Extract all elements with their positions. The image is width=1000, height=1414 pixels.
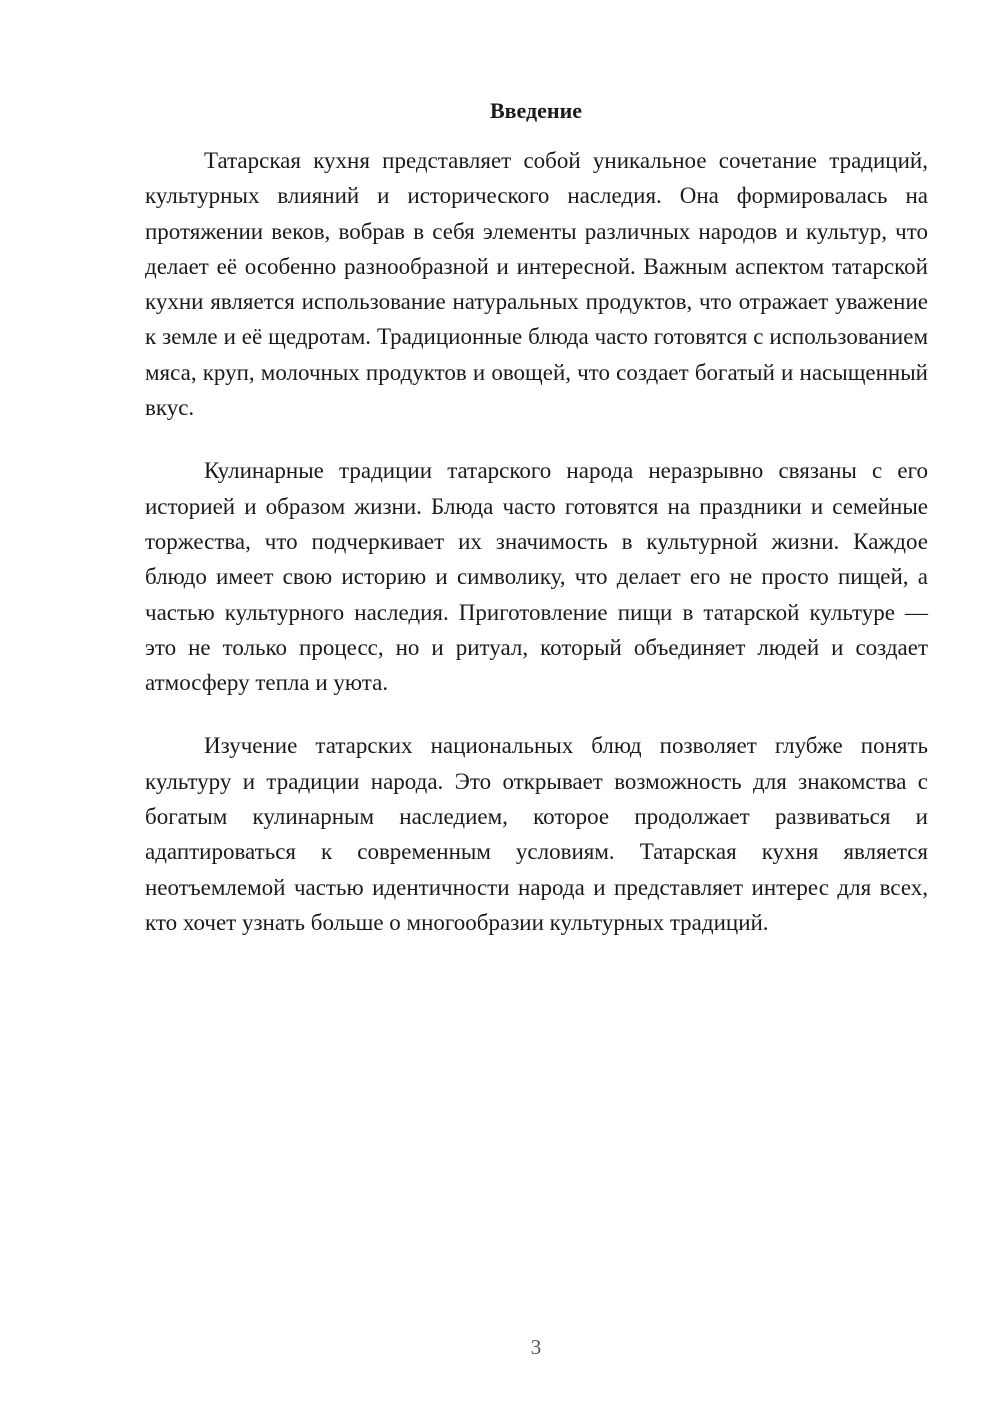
paragraph-1: Татарская кухня представляет собой уникальное сочетание традиций, культурных влияний и исторического наследия. Она формировалась на протяжении веков, вобрав в себя элементы различных народов и культур, что делает её особенно разнообразной и интересной. Важным аспектом татарской кухни является использование натуральных продуктов, что отражает уважение к земле и её щедротам. Традиционные блюда часто готовятся с использованием мяса, круп, молочных продуктов и овощей, что создает богатый и насыщенный вкус. [145,148,928,421]
paragraph-2: Кулинарные традиции татарского народа неразрывно связаны с его историей и образом жизни. Блюда часто готовятся на праздники и семейные торжества, что подчеркивает их значимость в культурной жизни. Каждое блюдо имеет свою историю и символику, что делает его не просто пищей, а частью культурного наследия. Приготовление пищи в татарской культуре — это не только процесс, но и ритуал, который объединяет людей и создает атмосферу тепла и уюта. [145,458,928,696]
section-heading: Введение [489,98,583,123]
body-text [145,143,928,968]
page-number: 3 [530,1335,542,1359]
paragraph-3: Изучение татарских национальных блюд позволяет глубже понять культуру и традиции народа. Это открывает возможность для знакомства с богатым кулинарным наследием, которое продолжает развиваться и адаптироваться к современным условиям. Татарская кухня является неотъемлемой частью идентичности народа и представляет интерес для всех, кто хочет узнать больше о многообразии культурных традиций. [145,733,928,935]
